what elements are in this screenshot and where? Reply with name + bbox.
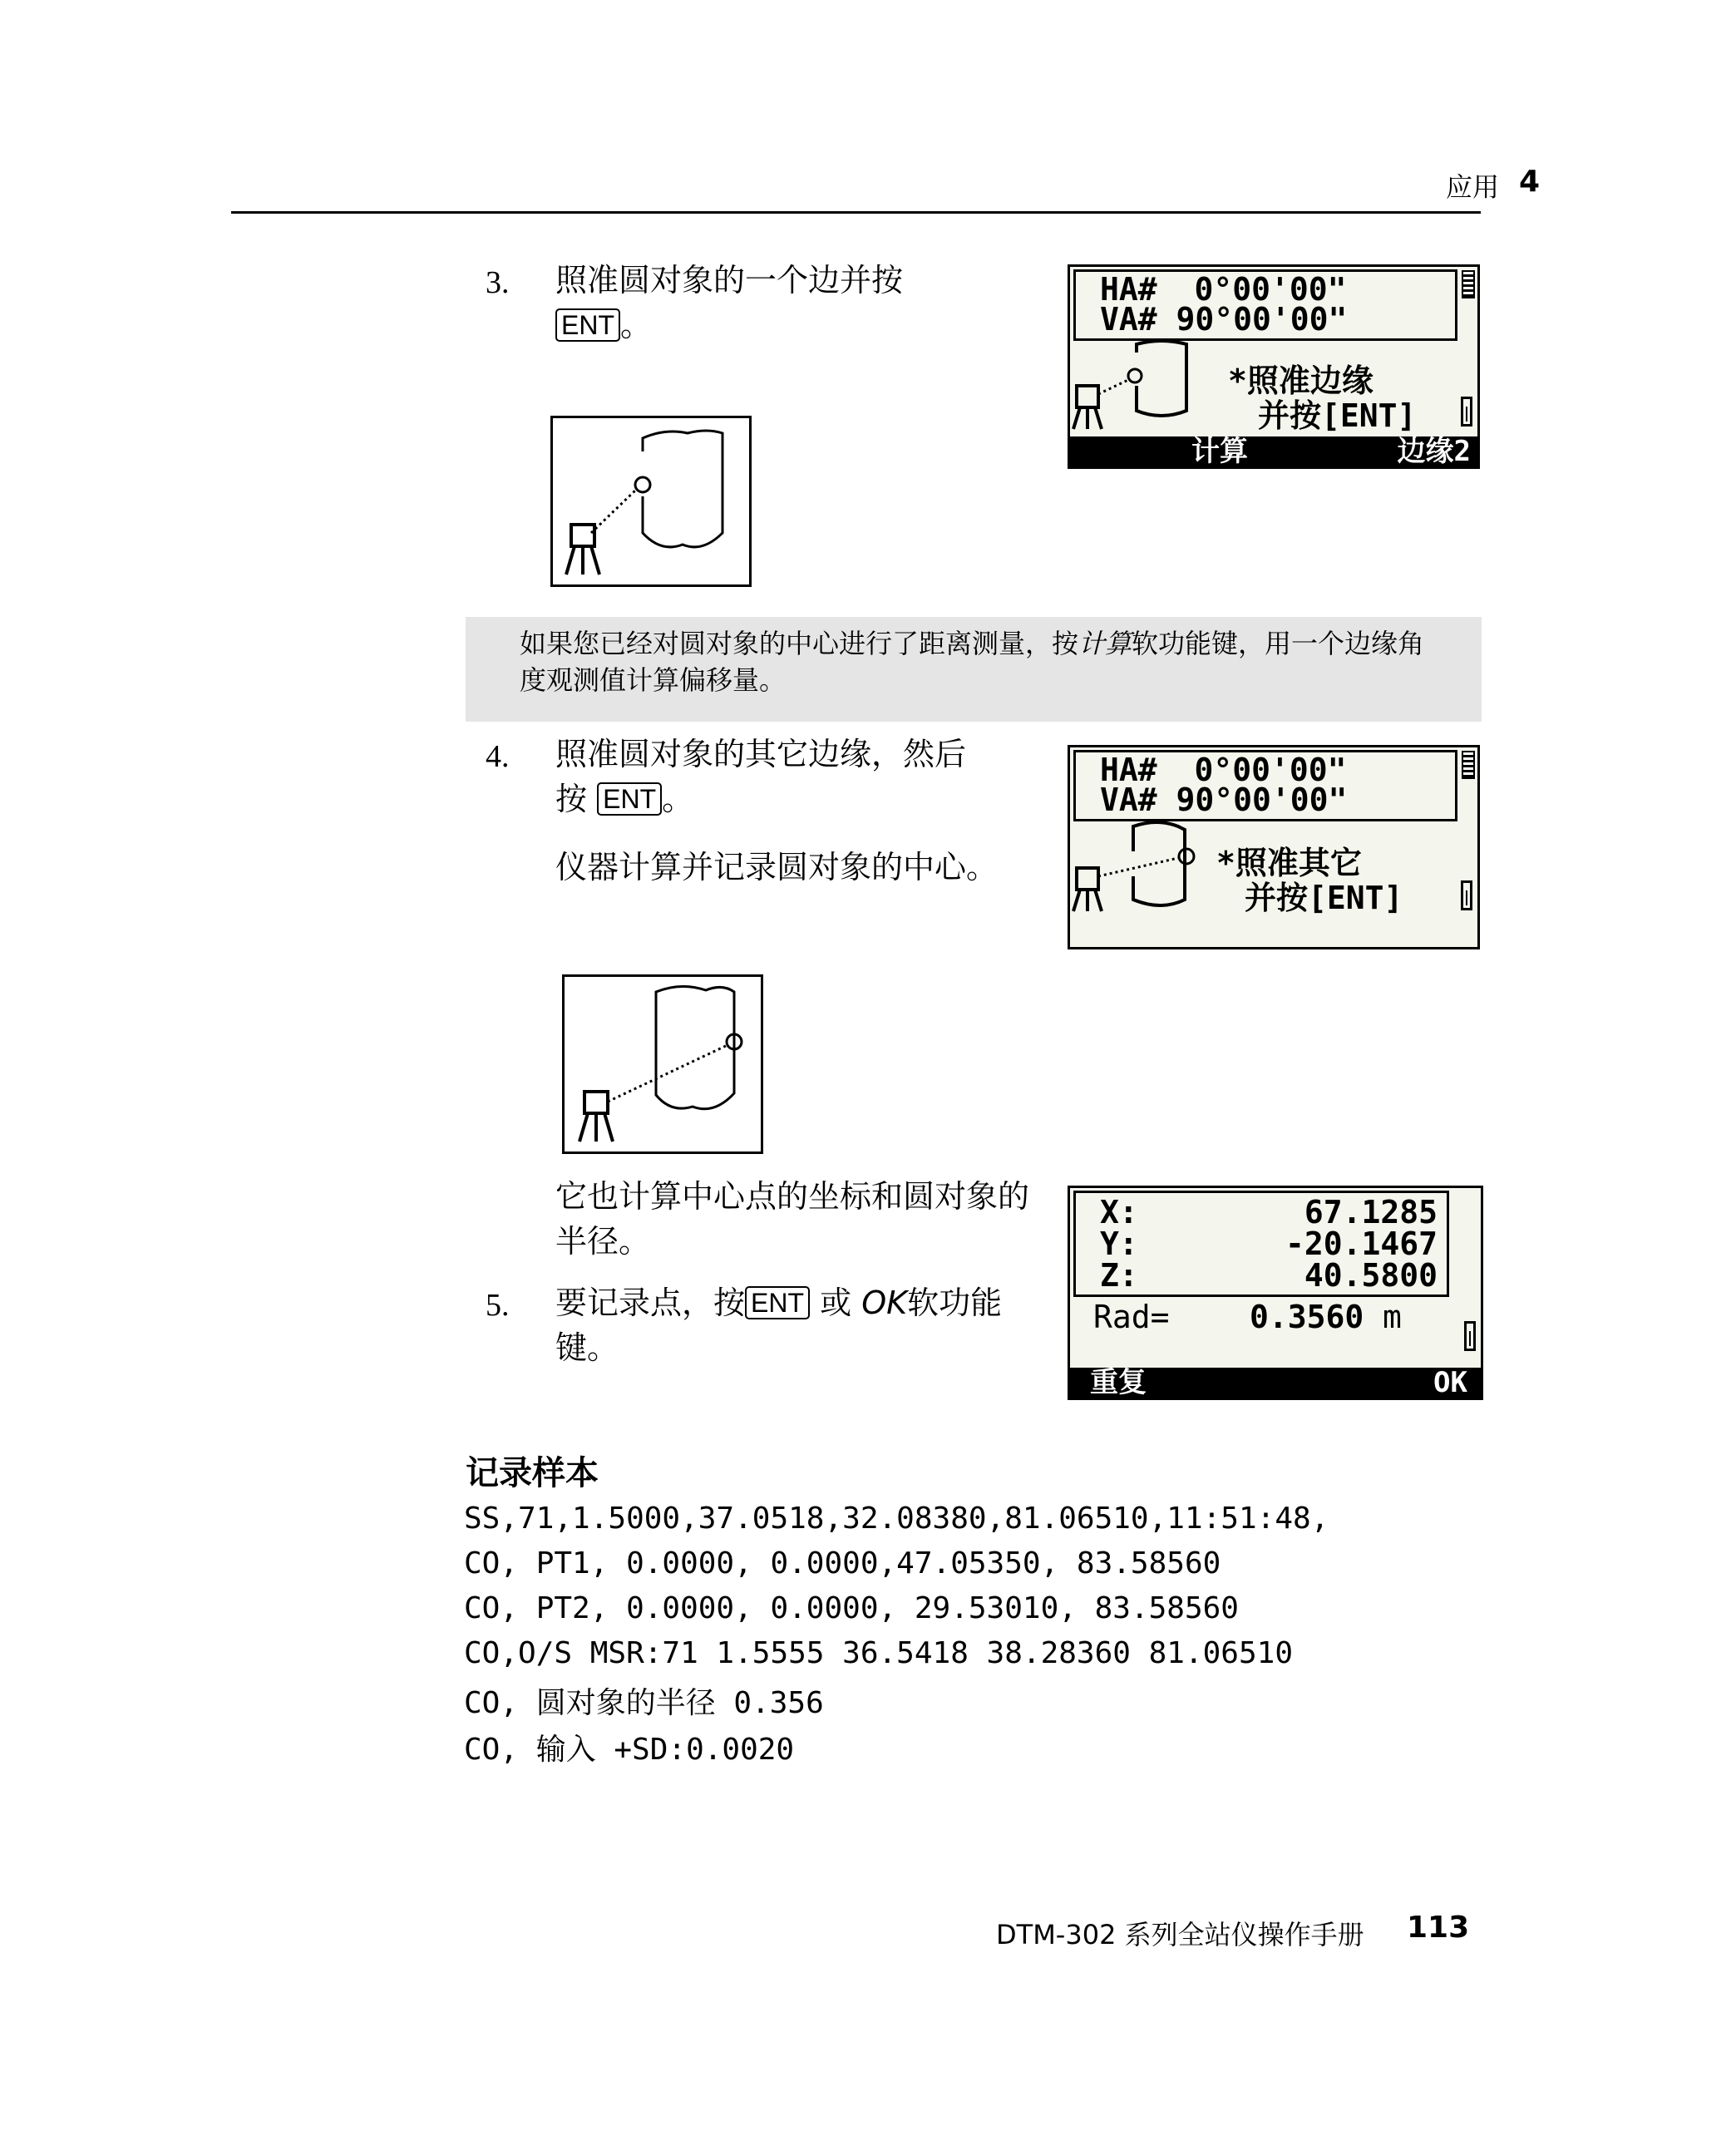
ent-key: ENT	[555, 308, 620, 342]
step-4-text	[555, 732, 1046, 821]
softkey-calc[interactable]: 计算	[1191, 435, 1248, 468]
ha-value: 0°00'00"	[1194, 271, 1347, 308]
record-line: CO,O/S MSR:71 1.5555 36.5418 38.28360 81.06510	[464, 1636, 1293, 1670]
ent-key: ENT	[745, 1286, 810, 1319]
page-number: 113	[1407, 1911, 1470, 1945]
diagram-other-edge-sight	[562, 974, 763, 1154]
softkey-edge2[interactable]: 边缘2	[1397, 435, 1471, 468]
va-label: VA#	[1100, 782, 1157, 818]
record-line: CO, PT1, 0.0000, 0.0000,47.05350, 83.58560	[464, 1546, 1221, 1580]
ha-value: 0°00'00"	[1194, 752, 1347, 788]
lcd1-prompt-1: *照准边缘	[1228, 362, 1374, 399]
step-3-number: 3.	[486, 265, 510, 300]
z-value: 40.5800	[1304, 1257, 1438, 1294]
y-value: -20.1467	[1285, 1225, 1438, 1262]
step-5-suffix-2: 键。	[555, 1329, 619, 1366]
header-rule	[231, 211, 1481, 214]
note-part-2: 软功能键，用一个边缘角度观测值计算偏移量。	[520, 628, 1425, 696]
ha-label: HA#	[1100, 752, 1157, 788]
step-5-mid: 或	[820, 1285, 852, 1321]
rad-value: 0.3560	[1250, 1299, 1364, 1335]
record-line: CO, 输入 +SD:0.0020	[464, 1733, 795, 1767]
edge-sight-icon	[1070, 338, 1211, 433]
ent-key: ENT	[597, 782, 662, 816]
step-4-suffix: 。	[662, 781, 694, 817]
step-3-line: 照准圆对象的一个边并按	[555, 262, 904, 298]
ok-softkey-ref: OK	[861, 1285, 908, 1321]
lcd2-prompt-1: *照准其它	[1216, 845, 1362, 881]
battery-icon	[1461, 397, 1472, 427]
lcd-screen-edge-1	[1068, 264, 1480, 469]
record-line: CO, 圆对象的半径 0.356	[464, 1686, 824, 1720]
step-4-line-2-prefix: 按	[555, 781, 588, 817]
rad-label: Rad=	[1093, 1299, 1170, 1335]
record-line: CO, PT2, 0.0000, 0.0000, 29.53010, 83.58560	[464, 1591, 1239, 1625]
header-title: 应用	[1445, 171, 1499, 203]
note-part-1: 如果您已经对圆对象的中心进行了距离测量，按	[520, 628, 1079, 659]
step-4-number: 4.	[486, 739, 510, 774]
step-4-line-1: 照准圆对象的其它边缘，然后	[555, 736, 967, 772]
record-line: SS,71,1.5000,37.0518,32.08380,81.06510,11:51:48,	[464, 1502, 1329, 1536]
other-edge-sight-icon	[1070, 818, 1211, 918]
diagram-edge-sight	[550, 416, 752, 587]
step-3-text	[555, 258, 988, 348]
softkey-ok[interactable]: OK	[1433, 1366, 1467, 1399]
z-label: Z:	[1100, 1257, 1138, 1294]
y-label: Y:	[1100, 1225, 1138, 1262]
step-3-suffix: 。	[620, 307, 653, 343]
battery-icon	[1464, 1321, 1476, 1351]
step-5-suffix-1: 软功能	[907, 1285, 1003, 1321]
step-5-number: 5.	[486, 1288, 510, 1323]
rad-unit: m	[1383, 1299, 1402, 1335]
step-5-text	[555, 1280, 1054, 1370]
chapter-number: 4	[1518, 165, 1540, 199]
lcd-screen-edge-2	[1068, 745, 1480, 949]
va-value: 90°00'00"	[1176, 301, 1348, 338]
lcd2-prompt-2: 并按[ENT]	[1245, 880, 1403, 916]
va-label: VA#	[1100, 301, 1157, 338]
softkey-repeat[interactable]: 重复	[1090, 1366, 1147, 1399]
note-softkey: 计算	[1078, 628, 1132, 659]
note-text	[520, 625, 1451, 698]
record-sample-title: 记录样本	[466, 1454, 599, 1492]
lcd-screen-result	[1068, 1186, 1483, 1400]
step-5-prefix: 要记录点，按	[555, 1285, 746, 1321]
footer-manual-title: DTM-302 系列全站仪操作手册	[996, 1919, 1364, 1950]
x-value: 67.1285	[1304, 1194, 1438, 1230]
step-4-para-3: 它也计算中心点的坐标和圆对象的半径。	[555, 1178, 1030, 1260]
va-value: 90°00'00"	[1176, 782, 1348, 818]
scroll-indicator-icon	[1462, 751, 1475, 779]
ha-label: HA#	[1100, 271, 1157, 308]
lcd1-prompt-2: 并按[ENT]	[1258, 397, 1417, 434]
battery-icon	[1461, 880, 1472, 910]
x-label: X:	[1100, 1194, 1138, 1230]
softkey-bar	[1070, 1368, 1481, 1398]
softkey-bar	[1070, 436, 1477, 466]
scroll-indicator-icon	[1462, 270, 1475, 298]
step-4-para-2: 仪器计算并记录圆对象的中心。	[555, 849, 999, 885]
